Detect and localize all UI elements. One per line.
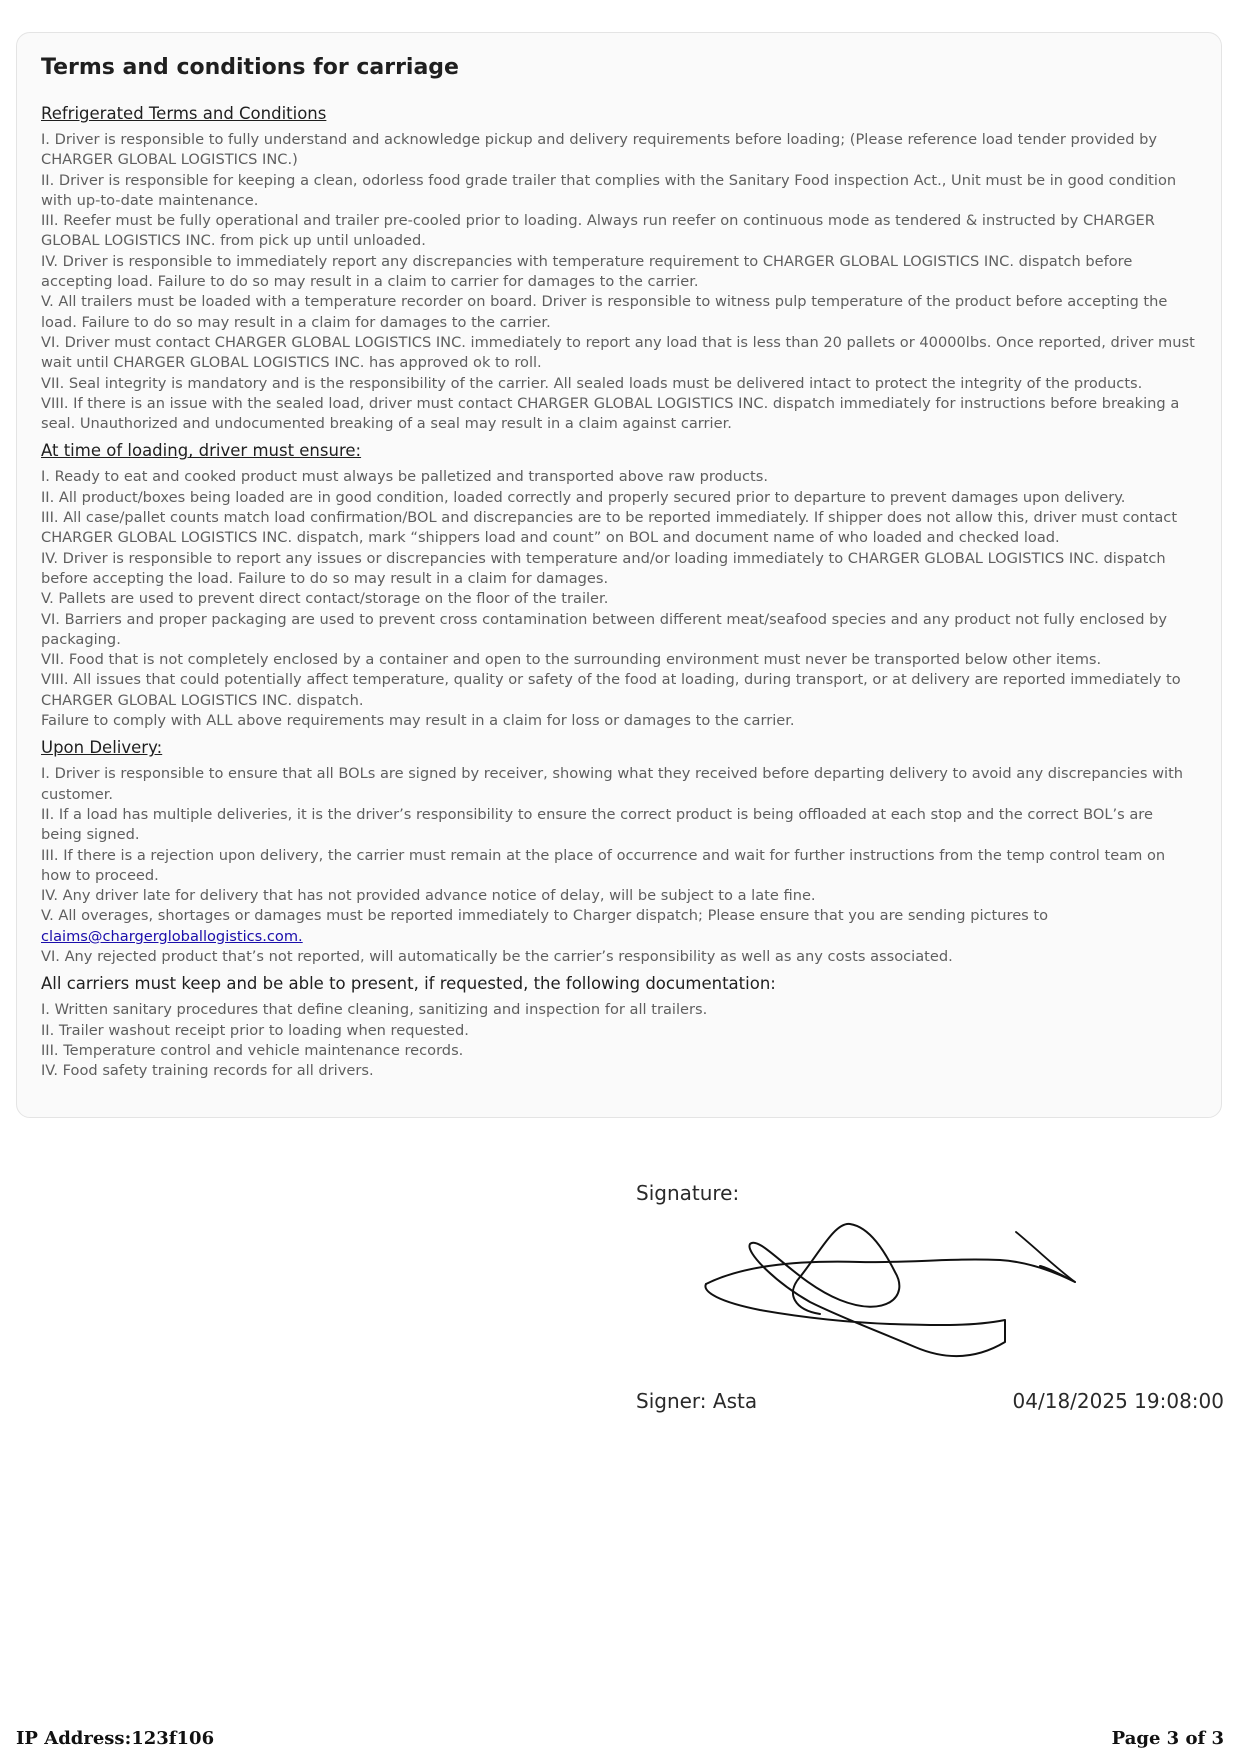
clause-item: III. If there is a rejection upon delivery, the carrier must remain at the place of occurrence and wait for further instructions from the temp control team on how to proceed. xyxy=(41,846,1166,884)
clause-item: III. All case/pallet counts match load confirmation/BOL and discrepancies are to be reported immediately. If shipper does not allow this, driver must contact CHARGER GLOBAL LOGISTICS INC. dispatch, mark “shippers load and count” on BOL and document name of who loaded and checked load. xyxy=(41,509,1178,547)
clause-item: VII. Seal integrity is mandatory and is the responsibility of the carrier. All sealed loads must be delivered intact to protect the integrity of the products. xyxy=(41,374,1143,392)
clause-item: VI. Any rejected product that’s not reported, will automatically be the carrier’s responsibility as well as any costs associated. xyxy=(41,947,953,965)
signer-name: Signer: Asta xyxy=(636,1389,758,1413)
section-heading-delivery: Upon Delivery: xyxy=(41,738,163,758)
ip-address: IP Address:123f106 xyxy=(16,1728,215,1749)
clause-item: V. Pallets are used to prevent direct contact/storage on the floor of the trailer. xyxy=(41,590,609,608)
clause-item: VIII. If there is an issue with the sealed load, driver must contact CHARGER GLOBAL LOGISTICS INC. dispatch immediately for instructions before breaking a seal. Unauthorized and undocumented breaking of a seal may result in a claim against carrier. xyxy=(41,394,1180,433)
section-heading-documentation: All carriers must keep and be able to present, if requested, the following documentation: xyxy=(41,974,776,994)
handwritten-signature xyxy=(700,1222,1100,1372)
clause-item: VIII. All issues that could potentially affect temperature, quality or safety of the food at loading, during transport, or at delivery are reported immediately to CHARGER GLOBAL LOGISTICS INC. dispatch. xyxy=(41,671,1181,709)
section-heading-refrigerated: Refrigerated Terms and Conditions xyxy=(41,104,327,123)
clause-item: II. If a load has multiple deliveries, it is the driver’s responsibility to ensure the correct product is being offloaded at each stop and the correct BOL’s are being signed. xyxy=(41,805,1153,844)
clause-item: Failure to comply with ALL above requirements may result in a claim for loss or damages to the carrier. xyxy=(41,712,795,730)
clause-item: VI. Barriers and proper packaging are used to prevent cross contamination between different meat/seafood species and any product not fully enclosed by packaging. xyxy=(41,610,1168,648)
signature-label: Signature: xyxy=(636,1181,740,1205)
document-title: Terms and conditions for carriage xyxy=(41,55,459,80)
clause-item: IV. Driver is responsible to report any issues or discrepancies with temperature and/or loading immediately to CHARGER GLOBAL LOGISTICS INC. dispatch before accepting the load. Failure to do so may result in a claim for damages. xyxy=(41,549,1166,587)
clause-item: II. All product/boxes being loaded are in good condition, loaded correctly and properly secured prior to departure to prevent damages upon delivery. xyxy=(41,488,1126,506)
clause-item: VII. Food that is not completely enclosed by a container and open to the surrounding environment must never be transported below other items. xyxy=(41,651,1102,669)
clause-item: III. Reefer must be fully operational and trailer pre-cooled prior to loading. Always run reefer on continuous mode as tendered & instructed by CHARGER GLOBAL LOGISTICS INC. from pick up until unloaded. xyxy=(41,212,1155,250)
clause-item xyxy=(41,906,1197,947)
clause-item: I. Driver is responsible to ensure that all BOLs are signed by receiver, showing what they received before departing delivery to avoid any discrepancies with customer. xyxy=(41,765,1184,803)
claims-email-link[interactable]: claims@chargergloballogistics.com. xyxy=(41,927,303,945)
section-heading-loading: At time of loading, driver must ensure: xyxy=(41,441,362,461)
refrigerated-clause-list xyxy=(41,130,1197,434)
loading-clause-list xyxy=(41,467,1197,731)
signature-timestamp: 04/18/2025 19:08:00 xyxy=(1012,1389,1224,1413)
clause-item: IV. Food safety training records for all drivers. xyxy=(41,1062,374,1080)
delivery-clause-list xyxy=(41,764,1197,967)
clause-item: I. Written sanitary procedures that define cleaning, sanitizing and inspection for all trailers. xyxy=(41,1001,708,1019)
page-number: Page 3 of 3 xyxy=(1111,1728,1224,1749)
clause-item: I. Ready to eat and cooked product must always be palletized and transported above raw products. xyxy=(41,468,769,486)
clause-item: II. Trailer washout receipt prior to loading when requested. xyxy=(41,1021,469,1039)
clause-text: V. All overages, shortages or damages must be reported immediately to Charger dispatch; Please ensure that you are sending pictures to xyxy=(41,907,1049,925)
clause-item: IV. Any driver late for delivery that has not provided advance notice of delay, will be subject to a late fine. xyxy=(41,887,816,905)
clause-item: V. All trailers must be loaded with a temperature recorder on board. Driver is responsible to witness pulp temperature of the product before accepting the load. Failure to do so may result in a claim for damages to the carrier. xyxy=(41,293,1168,331)
clause-item: III. Temperature control and vehicle maintenance records. xyxy=(41,1041,464,1059)
clause-item: IV. Driver is responsible to immediately report any discrepancies with temperature requirement to CHARGER GLOBAL LOGISTICS INC. dispatch before accepting load. Failure to do so may result in a claim to carrier for damages to the carrier. xyxy=(41,252,1133,291)
terms-card xyxy=(16,32,1222,1118)
clause-item: VI. Driver must contact CHARGER GLOBAL LOGISTICS INC. immediately to report any load that is less than 20 pallets or 40000lbs. Once reported, driver must wait until CHARGER GLOBAL LOGISTICS INC. has approved ok to roll. xyxy=(41,333,1195,372)
clause-item: I. Driver is responsible to fully understand and acknowledge pickup and delivery requirements before loading; (Please reference load tender provided by CHARGER GLOBAL LOGISTICS INC.) xyxy=(41,131,1158,169)
documentation-clause-list xyxy=(41,1000,1197,1081)
clause-item: II. Driver is responsible for keeping a clean, odorless food grade trailer that complies with the Sanitary Food inspection Act., Unit must be in good condition with up-to-date maintenance. xyxy=(41,171,1177,209)
